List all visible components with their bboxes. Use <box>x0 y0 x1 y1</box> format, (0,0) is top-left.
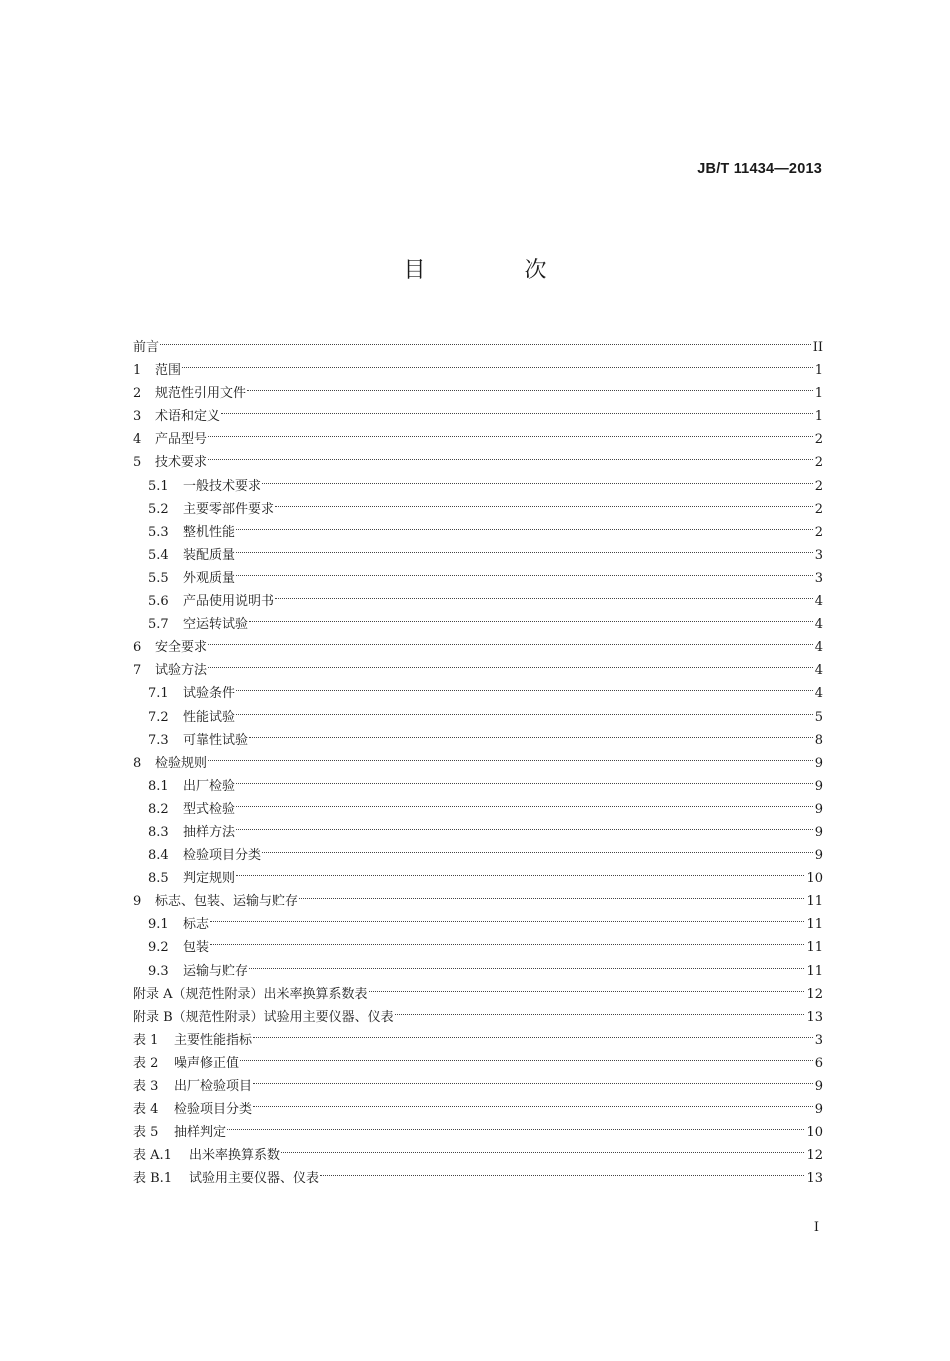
toc-entry-label <box>133 428 207 451</box>
toc-entry[interactable] <box>133 744 823 771</box>
toc-page-number: 2 <box>814 478 823 494</box>
toc-entry-text: 主要性能指标 <box>174 1032 253 1048</box>
toc-leader-dots <box>253 1067 813 1090</box>
toc-entry-text: 装配质量 <box>183 547 236 563</box>
toc-entry-text: 术语和定义 <box>155 409 221 425</box>
toc-entry-label <box>148 682 235 705</box>
toc-entry-label <box>148 475 261 498</box>
toc-page-number: 11 <box>806 940 823 956</box>
toc-leader-dots <box>236 859 804 882</box>
toc-entry-number: 5.3 <box>148 524 169 540</box>
toc-entry-text: 附录 B（规范性附录）试验用主要仪器、仪表 <box>133 1009 394 1025</box>
toc-leader-dots <box>208 420 813 443</box>
toc-entry-text: 范围 <box>155 363 182 379</box>
toc-page-number: 4 <box>814 686 823 702</box>
toc-page-number: 11 <box>806 963 823 979</box>
toc-entry-number: 5 <box>133 455 142 471</box>
toc-entry[interactable] <box>133 351 823 379</box>
toc-leader-dots <box>249 605 813 628</box>
toc-entry-number: 表 1 <box>133 1032 159 1048</box>
toc-page-number: 5 <box>814 709 823 725</box>
toc-leader-dots <box>262 836 813 859</box>
toc-leader-dots <box>236 698 813 721</box>
toc-entry[interactable] <box>133 836 823 864</box>
toc-leader-dots <box>240 1044 813 1067</box>
toc-entry-label <box>133 636 207 659</box>
toc-page-number: 2 <box>814 501 823 517</box>
toc-page-number: 9 <box>814 824 823 840</box>
toc-entry-number: 8.2 <box>148 801 169 817</box>
toc-entry-label <box>133 752 207 775</box>
toc-entry-label <box>133 1052 239 1075</box>
toc-page-number: 1 <box>814 363 823 379</box>
toc-entry-number: 1 <box>133 363 142 379</box>
toc-page-number: 9 <box>814 1102 823 1118</box>
toc-entry-label <box>133 1167 319 1190</box>
toc-page-number: 9 <box>814 1079 823 1094</box>
toc-leader-dots <box>236 536 813 559</box>
toc-page-number: 1 <box>814 409 823 425</box>
toc-entry-label <box>133 983 368 1006</box>
toc-entry-number: 表 B.1 <box>133 1171 173 1187</box>
toc-entry-number: 5.6 <box>148 594 169 610</box>
toc-leader-dots <box>249 952 804 975</box>
toc-entry-number: 7.1 <box>148 686 169 702</box>
toc-leader-dots <box>320 1159 804 1182</box>
toc-page-number: II <box>812 340 823 355</box>
toc-entry[interactable] <box>133 674 823 702</box>
toc-page-number: 4 <box>814 663 823 679</box>
toc-entry-text: 检验项目分类 <box>174 1102 253 1118</box>
toc-leader-dots <box>275 582 813 605</box>
toc-leader-dots <box>208 651 813 674</box>
toc-entry-number: 7.2 <box>148 709 169 725</box>
toc-leader-dots <box>210 928 804 951</box>
toc-page-number: 8 <box>814 732 823 748</box>
toc-entry[interactable] <box>133 1136 823 1164</box>
toc-leader-dots <box>236 559 813 582</box>
toc-page-number: 11 <box>806 917 823 933</box>
toc-entry-text: 运输与贮存 <box>183 963 249 979</box>
toc-leader-dots <box>247 374 813 397</box>
toc-entry-label <box>148 706 235 729</box>
toc-page-number: 6 <box>814 1055 823 1071</box>
toc-entry-number: 4 <box>133 432 142 448</box>
toc-entry[interactable] <box>133 813 823 840</box>
toc-entry-label <box>148 544 235 567</box>
toc-page-number: 4 <box>814 594 823 610</box>
toc-page-number: 9 <box>814 778 823 794</box>
toc-page-number: 10 <box>806 1125 823 1141</box>
toc-entry[interactable] <box>133 698 823 725</box>
toc-page-number: 9 <box>814 801 823 817</box>
toc-entry-text: 标志 <box>183 917 210 933</box>
toc-entry-number: 表 4 <box>133 1102 159 1118</box>
toc-entry-label <box>148 798 235 821</box>
toc-entry[interactable] <box>133 905 823 933</box>
toc-entry-number: 5.4 <box>148 547 169 563</box>
toc-leader-dots <box>253 1021 813 1044</box>
toc-entry[interactable] <box>133 790 823 817</box>
toc-entry-text: 主要零部件要求 <box>183 501 275 517</box>
toc-entry-number: 7.3 <box>148 732 169 748</box>
toc-entry[interactable] <box>133 559 823 586</box>
toc-leader-dots <box>208 628 813 651</box>
toc-entry-number: 9.3 <box>148 963 169 979</box>
toc-leader-dots <box>182 351 813 374</box>
toc-entry-label <box>133 359 181 382</box>
toc-page-number: 3 <box>814 570 823 586</box>
toc-entry[interactable] <box>133 651 823 679</box>
toc-page-number: 2 <box>814 455 823 471</box>
toc-entry-number: 9.2 <box>148 940 169 956</box>
toc-entry[interactable] <box>133 767 823 794</box>
toc-entry-text: 试验方法 <box>155 663 208 679</box>
toc-page-number: 10 <box>806 871 823 887</box>
toc-entry-number: 6 <box>133 640 142 656</box>
toc-leader-dots <box>236 513 813 536</box>
toc-entry-label <box>133 405 220 428</box>
toc-entry-text: 出米率换算系数 <box>189 1148 281 1164</box>
toc-entry[interactable] <box>133 467 823 494</box>
toc-entry-number: 8.1 <box>148 778 169 794</box>
toc-entry-number: 8 <box>133 755 142 771</box>
toc-entry[interactable] <box>133 1113 823 1141</box>
toc-entry-text: 噪声修正值 <box>174 1055 240 1071</box>
toc-entry-text: 附录 A（规范性附录）出米率换算系数表 <box>133 986 368 1002</box>
toc-entry-number: 9.1 <box>148 917 169 933</box>
toc-entry-text: 包装 <box>183 940 210 956</box>
toc-leader-dots <box>236 813 813 836</box>
toc-leader-dots <box>281 1136 804 1159</box>
toc-leader-dots <box>160 328 811 351</box>
toc-entry-text: 空运转试验 <box>183 617 249 633</box>
toc-entry-label <box>148 567 235 590</box>
toc-entry-label <box>148 775 235 798</box>
toc-leader-dots <box>221 397 813 420</box>
toc-entry-label <box>148 913 209 936</box>
toc-leader-dots <box>253 1090 813 1113</box>
toc-leader-dots <box>299 882 804 905</box>
toc-entry-number: 2 <box>133 386 142 402</box>
toc-entry[interactable] <box>133 859 823 887</box>
toc-entry-label <box>133 451 207 474</box>
toc-entry-text: 出厂检验项目 <box>174 1079 253 1094</box>
toc-entry-number: 5.2 <box>148 501 169 517</box>
toc-entry-text: 试验条件 <box>183 686 236 702</box>
toc-entry-text: 出厂检验 <box>183 778 236 794</box>
toc-leader-dots <box>210 905 804 928</box>
toc-entry-number: 表 A.1 <box>133 1148 172 1164</box>
toc-leader-dots <box>208 443 813 466</box>
toc-entry-label <box>148 521 235 544</box>
toc-entry-label <box>133 1121 226 1144</box>
toc-leader-dots <box>275 490 813 513</box>
toc-entry-text: 型式检验 <box>183 801 236 817</box>
toc-entry[interactable] <box>133 513 823 540</box>
toc-leader-dots <box>369 975 805 998</box>
toc-entry-text: 技术要求 <box>155 455 208 471</box>
toc-entry[interactable] <box>133 374 823 402</box>
table-of-contents <box>133 328 823 1187</box>
toc-entry-number: 表 2 <box>133 1055 159 1071</box>
toc-entry-label <box>148 821 235 844</box>
toc-entry-label <box>133 336 159 359</box>
toc-page-number: 13 <box>806 1009 823 1025</box>
toc-entry[interactable] <box>133 882 823 910</box>
toc-entry-number: 8.4 <box>148 848 169 864</box>
toc-entry[interactable] <box>133 628 823 656</box>
toc-entry-text: 规范性引用文件 <box>155 386 247 402</box>
toc-entry-number: 表 5 <box>133 1125 159 1141</box>
page-number: I <box>813 1220 819 1235</box>
toc-entry-number: 5.5 <box>148 570 169 586</box>
toc-page-number: 1 <box>814 386 823 402</box>
toc-page-number: 12 <box>806 1148 823 1164</box>
toc-entry-label <box>133 1029 252 1052</box>
toc-leader-dots <box>208 744 813 767</box>
toc-leader-dots <box>236 790 813 813</box>
standard-code: JB/T 11434—2013 <box>697 161 822 177</box>
toc-entry[interactable] <box>133 928 823 956</box>
toc-entry-text: 试验用主要仪器、仪表 <box>189 1171 320 1187</box>
toc-entry-text: 整机性能 <box>183 524 236 540</box>
toc-entry-number: 9 <box>133 894 142 910</box>
toc-entry-text: 外观质量 <box>183 570 236 586</box>
toc-page-number: 12 <box>806 986 823 1002</box>
toc-entry-number: 7 <box>133 663 142 679</box>
toc-entry-number: 5.1 <box>148 478 169 494</box>
toc-entry[interactable] <box>133 443 823 471</box>
toc-entry-number: 5.7 <box>148 617 169 633</box>
toc-page-number: 11 <box>806 894 823 910</box>
toc-entry[interactable] <box>133 582 823 610</box>
toc-entry-label <box>133 659 207 682</box>
toc-page-number: 2 <box>814 432 823 448</box>
toc-entry-number: 8.5 <box>148 871 169 887</box>
toc-entry-text: 检验规则 <box>155 755 208 771</box>
toc-leader-dots <box>227 1113 804 1136</box>
toc-entry-text: 一般技术要求 <box>183 478 262 494</box>
toc-leader-dots <box>262 467 813 490</box>
toc-entry[interactable] <box>133 721 823 748</box>
toc-page-number: 4 <box>814 617 823 633</box>
toc-entry-text: 产品使用说明书 <box>183 594 275 610</box>
toc-page-number: 4 <box>814 640 823 656</box>
toc-title: 目 次 <box>403 258 593 283</box>
toc-page-number: 13 <box>806 1171 823 1187</box>
toc-entry-text: 抽样方法 <box>183 824 236 840</box>
toc-entry-text: 产品型号 <box>155 432 208 448</box>
toc-entry-text: 性能试验 <box>183 709 236 725</box>
toc-entry-label <box>148 936 209 959</box>
toc-page-number: 2 <box>814 524 823 540</box>
toc-leader-dots <box>236 674 813 697</box>
toc-entry-text: 安全要求 <box>155 640 208 656</box>
toc-page-number: 3 <box>814 1032 823 1048</box>
toc-entry-number: 8.3 <box>148 824 169 840</box>
toc-page-number: 9 <box>814 755 823 771</box>
toc-entry[interactable] <box>133 420 823 448</box>
toc-entry-text: 抽样判定 <box>174 1125 227 1141</box>
toc-entry-label <box>148 867 235 890</box>
toc-entry-number: 表 3 <box>133 1079 159 1094</box>
toc-entry[interactable] <box>133 397 823 425</box>
toc-entry-text: 检验项目分类 <box>183 848 262 864</box>
toc-entry-label <box>148 960 248 983</box>
toc-page-number: 9 <box>814 848 823 864</box>
toc-entry-text: 前言 <box>133 340 160 355</box>
toc-entry[interactable] <box>133 952 823 979</box>
toc-entry-label <box>133 1144 280 1167</box>
toc-entry-text: 可靠性试验 <box>183 732 249 748</box>
toc-leader-dots <box>236 767 813 790</box>
toc-leader-dots <box>395 998 805 1021</box>
toc-entry-number: 3 <box>133 409 142 425</box>
toc-page-number: 3 <box>814 547 823 563</box>
toc-entry[interactable] <box>133 536 823 563</box>
toc-leader-dots <box>249 721 813 744</box>
toc-entry-label <box>133 1075 252 1098</box>
toc-entry[interactable] <box>133 328 823 355</box>
toc-entry-text: 判定规则 <box>183 871 236 887</box>
toc-entry-text: 标志、包装、运输与贮存 <box>155 894 299 910</box>
